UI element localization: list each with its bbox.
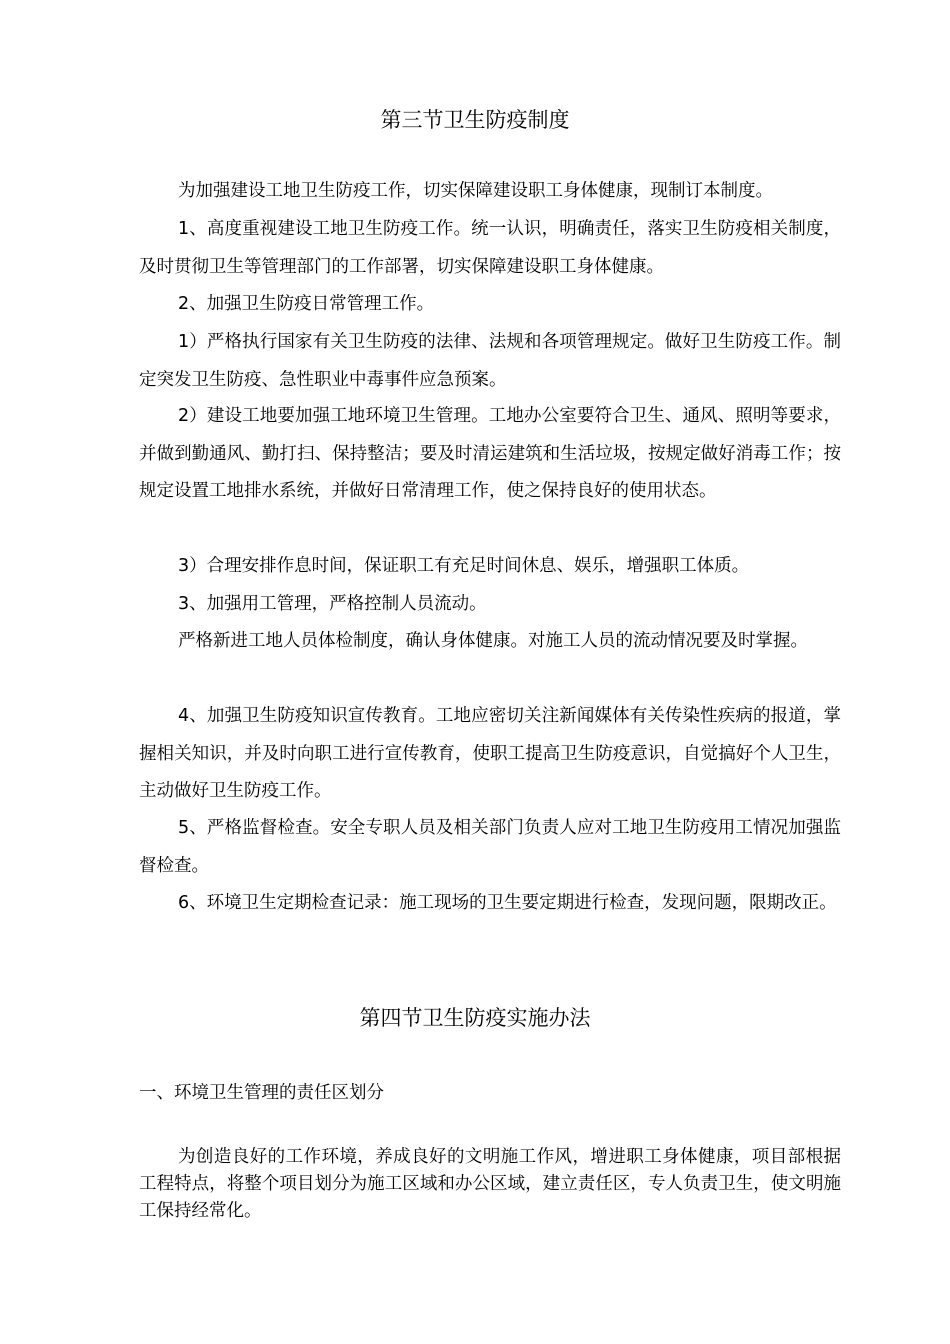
- paragraph-responsibility-zones: 为创造良好的工作环境，养成良好的文明施工作风，增进职工身体健康，项目部根据工程特点，将整个项目划分为施工区域和办公区域，建立责任区，专人负责卫生，使文明施工保持经常化。: [139, 1147, 841, 1221]
- paragraph-item-3: 3、加强用工管理，严格控制人员流动。: [178, 594, 487, 614]
- section-4-subheading: 一、环境卫生管理的责任区划分: [139, 1083, 384, 1103]
- paragraph-item-2-2: 2）建设工地要加强工地环境卫生管理。工地办公室要符合卫生、通风、照明等要求，并做到勤通风、勤打扫、保持整洁；要及时清运建筑和生活垃圾，按规定做好消毒工作；按规定设置工地排水系统，并做好日常清理工作，使之保持良好的使用状态。: [139, 406, 841, 501]
- section-3-title: 第三节卫生防疫制度: [380, 108, 570, 132]
- paragraph-item-3-detail: 严格新进工地人员体检制度，确认身体健康。对施工人员的流动情况要及时掌握。: [178, 631, 808, 651]
- paragraph-item-2-1: 1）严格执行国家有关卫生防疫的法律、法规和各项管理规定。做好卫生防疫工作。制定突发卫生防疫、急性职业中毒事件应急预案。: [139, 332, 841, 390]
- paragraph-item-1: 1、高度重视建设工地卫生防疫工作。统一认识，明确责任，落实卫生防疫相关制度，及时贯彻卫生等管理部门的工作部署，切实保障建设职工身体健康。: [139, 219, 841, 277]
- paragraph-item-2-3: 3）合理安排作息时间，保证职工有充足时间休息、娱乐，增强职工体质。: [178, 556, 750, 576]
- paragraph-item-5: 5、严格监督检查。安全专职人员及相关部门负责人应对工地卫生防疫用工情况加强监督检查。: [139, 818, 841, 876]
- paragraph-intro: 为加强建设工地卫生防疫工作，切实保障建设职工身体健康，现制订本制度。: [178, 181, 773, 201]
- section-4-title: 第四节卫生防疫实施办法: [359, 1006, 591, 1030]
- paragraph-item-6: 6、环境卫生定期检查记录：施工现场的卫生要定期进行检查，发现问题，限期改正。: [178, 893, 837, 913]
- paragraph-item-4: 4、加强卫生防疫知识宣传教育。工地应密切关注新闻媒体有关传染性疾病的报道，掌握相关知识，并及时向职工进行宣传教育，使职工提高卫生防疫意识，自觉搞好个人卫生，主动做好卫生防疫工作。: [139, 706, 841, 801]
- paragraph-item-2: 2、加强卫生防疫日常管理工作。: [178, 294, 435, 314]
